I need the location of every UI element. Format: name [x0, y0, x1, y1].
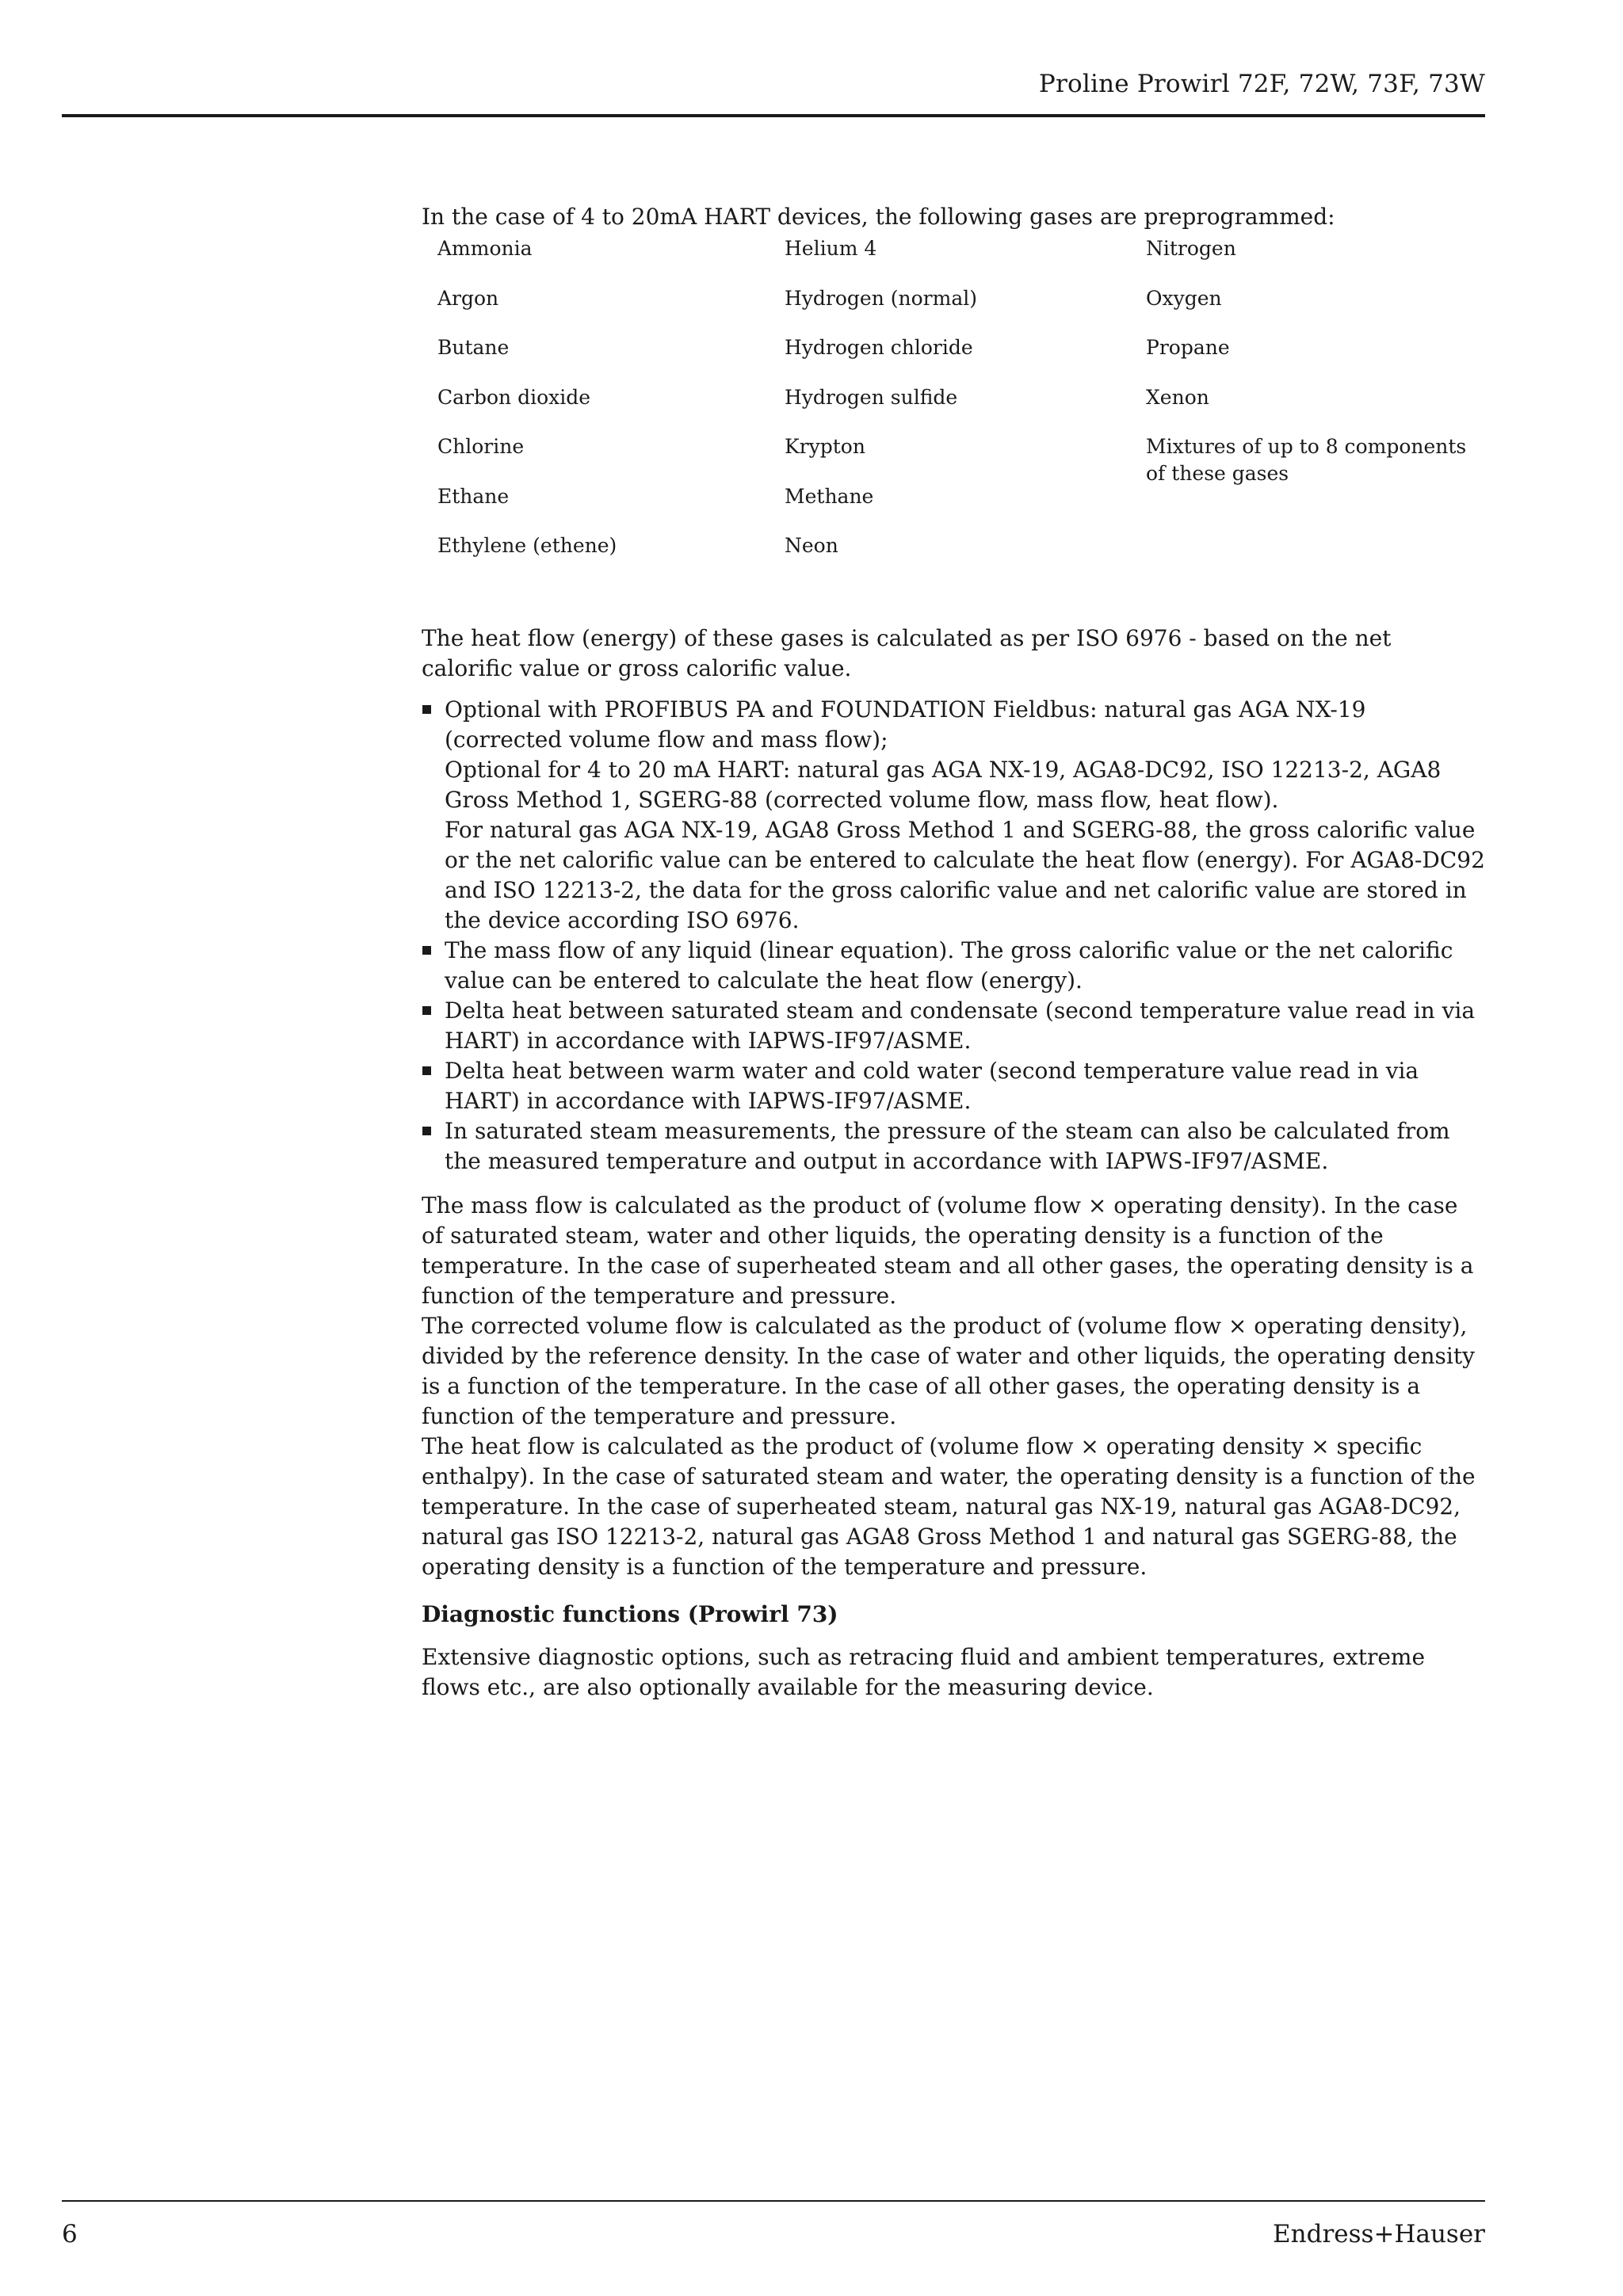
page-number: 6: [62, 2220, 78, 2248]
list-item: [422, 1056, 1485, 1116]
gas-cell: Neon: [785, 534, 838, 557]
heat-flow-paragraph: The heat flow is calculated as the product of (volume flow × operating density × specific enthalpy). In the case of saturated steam and water, the operating density is a function of the temperature. In the case of superheated steam, natural gas NX-19, natural gas AGA8-DC92, natural gas ISO 12213-2, natural gas AGA8 Gross Method 1 and natural gas SGERG-88, the operating density is a function of the temperature and pressure.: [422, 1432, 1476, 1580]
bullet-square-icon: [422, 705, 431, 714]
bullet-square-icon: [422, 1066, 431, 1075]
gas-cell: Ethylene (ethene): [437, 534, 617, 557]
table-row: [437, 235, 1485, 285]
list-item: [422, 936, 1485, 996]
gas-cell: Helium 4: [785, 237, 877, 260]
mass-flow-paragraph: The mass flow is calculated as the product of (volume flow × operating density). In the case of saturated steam, water and other liquids, the operating density is a function of the temperature. In the case of superheated steam and all other gases, the operating density is a function of the temperature and pressure.: [422, 1192, 1474, 1309]
table-row: [437, 433, 1485, 483]
list-item: [422, 695, 1485, 936]
corrected-volume-paragraph: The corrected volume flow is calculated as the product of (volume flow × operating density), divided by the reference density. In the case of water and other liquids, the operating density is a function of the temperature. In the case of all other gases, the operating density is a function of the temperature and pressure.: [422, 1312, 1475, 1429]
gas-cell: Hydrogen chloride: [785, 336, 973, 359]
gas-cell: Nitrogen: [1146, 237, 1236, 260]
footer-divider: [62, 2200, 1485, 2202]
bullet-square-icon: [422, 1127, 431, 1135]
gas-cell: Chlorine: [437, 435, 525, 458]
list-item-text: In saturated steam measurements, the pressure of the steam can also be calculated from the measured temperature and output in accordance with IAPWS-IF97/ASME.: [445, 1117, 1450, 1174]
list-item: [422, 996, 1485, 1056]
gases-intro: In the case of 4 to 20mA HART devices, the following gases are preprogrammed:: [422, 204, 1335, 230]
calculation-paragraphs: [422, 1191, 1485, 1582]
header-divider: [62, 114, 1485, 117]
bullet-square-icon: [422, 946, 431, 955]
heat-flow-intro: The heat flow (energy) of these gases is calculated as per ISO 6976 - based on the net calorific value or gross calorific value.: [422, 624, 1392, 681]
gas-cell: Oxygen: [1146, 286, 1222, 310]
gas-cell: Hydrogen sulfide: [785, 385, 958, 409]
gas-cell: Xenon: [1146, 385, 1209, 409]
table-row: [437, 384, 1485, 434]
table-row: [437, 334, 1485, 384]
list-item-text: Optional with PROFIBUS PA and FOUNDATION Fieldbus: natural gas AGA NX-19 (corrected volume flow and mass flow);: [445, 696, 1366, 753]
page-content: [422, 202, 1485, 1703]
diagnostic-paragraph: Extensive diagnostic options, such as retracing fluid and ambient temperatures, extreme flows etc., are also optionally available for the measuring device.: [422, 1643, 1426, 1700]
table-row: [437, 285, 1485, 335]
gas-cell: Argon: [437, 286, 499, 310]
gas-cell: Krypton: [785, 435, 865, 458]
gas-cell: Hydrogen (normal): [785, 286, 977, 310]
gas-cell: Butane: [437, 336, 510, 359]
footer-brand: Endress+Hauser: [1273, 2220, 1485, 2248]
gas-cell: Ammonia: [437, 237, 533, 260]
list-item-text: Delta heat between saturated steam and condensate (second temperature value read in via HART) in accordance with IAPWS-IF97/ASME.: [445, 997, 1476, 1054]
gas-cell: Propane: [1146, 336, 1230, 359]
bullet-square-icon: [422, 1006, 431, 1015]
options-list: [422, 695, 1485, 1177]
list-item-text: Delta heat between warm water and cold water (second temperature value read in via HART) in accordance with IAPWS-IF97/ASME.: [445, 1057, 1419, 1114]
document-header-title: Proline Prowirl 72F, 72W, 73F, 73W: [1038, 70, 1485, 98]
list-item-text: For natural gas AGA NX-19, AGA8 Gross Method 1 and SGERG-88, the gross calorific value or the net calorific value can be entered to calculate the heat flow (energy). For AGA8-DC92 and ISO 12213-2, the data for the gross calorific value and net calorific value are stored in the device according ISO 6976.: [445, 816, 1485, 933]
gas-cell-mixtures: Mixtures of up to 8 components of these gases: [1146, 435, 1467, 485]
list-item: [422, 1116, 1485, 1177]
gas-cell: Ethane: [437, 484, 510, 508]
preprogrammed-gases-table: [437, 235, 1485, 582]
section-heading: Diagnostic functions (Prowirl 73): [422, 1600, 838, 1627]
gas-cell: Methane: [785, 484, 874, 508]
list-item-text: The mass flow of any liquid (linear equation). The gross calorific value or the net calorific value can be entered to calculate the heat flow (energy).: [445, 936, 1453, 994]
list-item-text: Optional for 4 to 20 mA HART: natural gas AGA NX-19, AGA8-DC92, ISO 12213-2, AGA8 Gross Method 1, SGERG-88 (corrected volume flow, mass flow, heat flow).: [445, 756, 1442, 813]
gas-cell: Carbon dioxide: [437, 385, 591, 409]
